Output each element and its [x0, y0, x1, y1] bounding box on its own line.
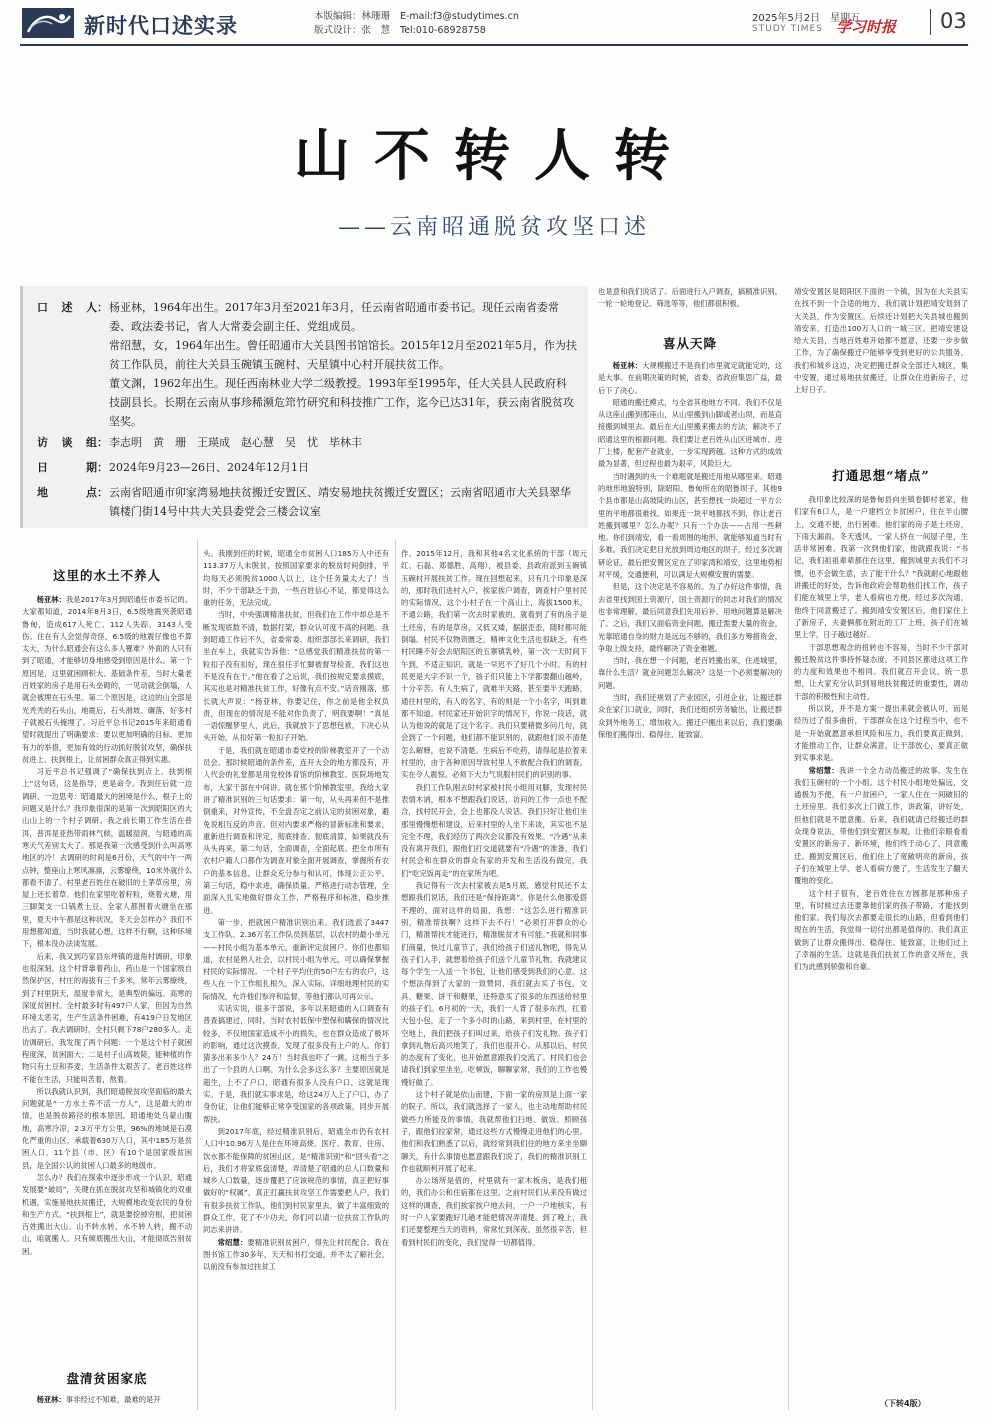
- paragraph: 后来，我又到巧家县东坪镇的道角村调研，印象也很深刻。这个村背靠着药山，药山是一个国家级自然保护区，村庄的海拔有三千多米，常年云雾缭绕，到了村里阴天，湿度非常大，是典型的偏远、高寒的深度贫困村。全村最多时有497户人家，但因为自然环境太恶劣，生产生活条件困难，有419户日发地区出去了。我去调研时，全村只剩下78户280多人。走访调研后，我发现了两个问题：一个是这个村子就困程度深，贫困面大；二是村子山高坡陡，能种植的作物只有土豆和荞麦，生活条件太艰苦了。老百姓这样不能在生活，只能叫苦着，熬着。: [22, 951, 192, 1084]
- brand-logo: 学习时报: [836, 18, 897, 36]
- designer-line: 版式设计：张 慧: [314, 25, 391, 36]
- editor-line: 本版编辑：林珊珊: [314, 11, 391, 22]
- speakers-label: 口述人: [37, 301, 97, 314]
- tel-line: Tel:010-68928758: [400, 25, 486, 36]
- section-heading: 盘清贫困家底: [66, 1371, 148, 1386]
- article-subtitle: ——云南昭通脱贫攻坚口述: [337, 215, 650, 240]
- paragraph: 大规模搬迁不是我们市里就定就能定的，这是大事。在前期决策的时候，省委、省政府集思广益，最后下了决心。: [598, 361, 782, 395]
- paragraph: 实话实说，很多干部说，多年以来昭通的入口调查有普查搞建过，同时，当时农村低保中塑保和瞒保的情况比较多，不仅地国家造成不小的损失，也在群众造成了极坏的影响，通过这次摸查，发现了很多没有上户的人。你们猜多出来多少人？24万！当时我也吓了一跳，这相当于多出了一个县的人口啊。为什么会多这么多？主要原因就是超生，上不了户口，昭通有很多人没有户口，这就是现实。于是，我们就实事求是，给这24万人上了户口，办了身份证，让他们能够正常享受国家的各项政策，同步开展帮扶。: [203, 1003, 389, 1124]
- paragraph: 事非经过不知难，最难的是开: [65, 1395, 161, 1404]
- paragraph: 也是意和我们说话了。后面进行入户调查，搞精准识别，一轮一轮地登记、筛选等等，他们都很积极。: [598, 287, 782, 309]
- paragraph: 干部思想观念的扭转也不容易，当时不少干部对搬迁脱贫这件事持怀疑态度，不同县区都进这项工作的力度和效果也不相同。我们就召开会议，统一思想，让大家充分认识到易地扶贫搬迁的重要性，调动干部的积极性和主动性。: [794, 642, 968, 701]
- column-divider: [592, 540, 593, 1410]
- section-heading: 打通思想“堵点”: [832, 468, 930, 483]
- article-column-1: [22, 594, 192, 1358]
- column-divider: [395, 540, 396, 1410]
- interview-label: 访谈组: [37, 436, 97, 449]
- page-header: [0, 0, 988, 46]
- editor-info: [314, 10, 390, 38]
- interview-places: 云南省昭通市卯家湾易地扶贫搬迁安置区、靖安易地扶贫搬迁安置区；云南省昭通市大关县翠华镇楼门街14号中共大关县委党会三楼会议室: [109, 486, 571, 518]
- paragraph: 怎么办？我们在探索中逐步形成一个认识，昭通发展要“破局”，关键在抓在脱贫攻坚和城镇化的双重机遇，实施易地扶贫搬迁，大规模地改变农民的身份和生产方式。“扶到根上”，就是要挖掉穷根，把贫困百姓搬出大山。山不转水转，水不转人转，搬不动山，咱就搬人。只有倾底搬出大山，才能彻底告别贫困。: [22, 1172, 192, 1256]
- paragraph: 于是，我们就在昭通市委党校的阶梯教室开了一个动员会。那时候昭通的条件差，连开大会的地方都没有，开人代会的礼堂都是用党校体育馆的阶梯教室。医院场地发布，大家干部在中间讲。就在那个阶梯教室里，我给大家讲了精准识别的三句话要求：第一句，从头再来但不是推倒重来，对外宣传，不全盘否定之前认定的贫困对象，避免说相互反的声音。但对内要求严格的冒新标准和要求，重新进行调查和评定，彻底排查、彻底清算，如果就没有从头再来，第二句话，全面调查，全面起底。把全市所有农村户籍人口都作为调查对象全面开展调查，掌握所有农户的基本信息。让群众充分参与和认可，体现公正公平。第三句话，稳中求进，确保质量。严格进行动态管理，全面深入扎实地做好群众工作，严格程序和标准，稳步推进。: [203, 745, 389, 915]
- paragraph: 习近平总书记强调了“确保扶到点上、扶到根上”这句话，这是指导，更是命令。我到任后就一边调研、一边思考：昭通最大的困境是什么，根子上的问题又是什么？我印象很深的是第一次到昭阳区的大山山上的一个村子调研。我之前长期工作生活在普洱，普洱是亚热带雨林气候，温暖湿润，与昭通的高寒天气差别太大了。那是我第一次感受到什么叫高寒地区的冷！去调研的时间是6月份，天气的中午一两点钟，整座山上寒风凛凛，云雾缭绕，10米外就什么都看不清了。村里老百姓住在破旧的土茅草房里，房屋上还长着草。他们在家里吃着籽粒，烧着火塘，用三脚架支一口锅煮土豆。全家人都围着火塘坐在那里，夏天中午都是这种状况，冬天会怎样办？我们不用想都知道，当时我就心想，这样不行啊，这种环境下，根本没办法谈发展。: [22, 767, 192, 949]
- article-column-4: [598, 360, 782, 1410]
- paragraph: 我们工作队刚去时村家被村民小组用对脚，发现村民表情木讷，根本不想跟我们说话，访问的工作一点也不配合，找村民开会，会上也都没人说话。我们只好让他们坐那里慢慢想和建设，后来村里的人坐下来谈，其实也不是完全不理，我们经历了两次会议都没有效果。“冷遇”从来没有离开我们，跟他们打交道就要有“冷遇”的准备，我们村民会和在群众的群众有家的开发和生活没有做完，我们“吃完饭再走”的在家所为吧。: [401, 782, 587, 878]
- paragraph: 我讲一个全力动员搬迁的故事。发生在我们玉碗村的一个小组。这个村民小组地处偏远，交通极为不便，有一户贫困户，一家人住在一间破旧的土坯房里。我们多次上门做工作，讲政策，讲好处，但他们就是不愿意搬。后来，我们就请已经搬迁的群众现身说法，带他们到安置区参观，让他们亲眼看看安置区的新房子、新环境，他们终于动心了，同意搬迁。搬到安置区后，他们住上了宽敞明亮的新房，孩子们在城里上学，老人看病方便了，生活发生了翻天覆地的变化。: [794, 765, 968, 886]
- article-column-5: [794, 494, 968, 1394]
- issue-date: 2025年5月2日 星期五: [752, 13, 861, 24]
- paragraph: 我印象比较深的是鲁甸县向坐镇卷脚村老家，他们家有6口人，是一户建档立卡贫困户，住在半山腰上，交通不便，出行困难。他们家的房子是土坯房，下雨天漏雨，冬天透风，一家人挤在一间屋子里，生活非常困难。我第一次到他们家，他就跟我说：“书记，我们祖祖辈辈都住在这里，搬到城里去我们不习惯，也不会做生意，去了能干什么？”我就耐心地跟他讲搬迁的好处，告诉他政府会帮助他们找工作，孩子们能在城里上学，老人看病也方便。经过多次沟通，他终于同意搬迁了。搬到靖安安置区后，他们家住上了新房子，夫妻俩都在附近的工厂上班，孩子们在城里上学，日子越过越好。: [794, 495, 968, 640]
- speaker-bio: 常绍慧，女，1964年出生。曾任昭通市大关县图书馆馆长。2015年12月至2021年5月，作为扶贫工作队员，前往大关县玉碗镇玉碗村、天星镇中心村开展扶贫工作。: [109, 339, 577, 371]
- paragraph: 作。2015年12月，我和其他4名文化系统的干部（周元红、石磊、郑德胜、高翔），被县委、县政府派到玉碗镇玉碗村开展扶贫工作。现在回想起来，只有几个印象是深的，那时我们进村入户，挨家挨户调查，调查村户里村民的实际情况，这个小村子在一个高山上，海拔1500米，不通公路，我们第一次去时家被的，就看到了有的房子是土坯房，有的是草房，又低又矮，据据歪歪，随时都可能倒塌。村民不仅物资匮乏，精神文化生活也很缺乏，有些村民睡不好会去昭阳区的五寨镇乳岭，第一次一天时间下午到，不适正知识，就是一早迟不了好几个小时。有的村民更是大字不识一个，孩子们只能上下学都要翻山越岭，十分辛苦。有人生病了，就难半天路，甚至要半天跑路，通往村里的，有人的名字、有的则是一个小名字，叫到谁都不知道。村民家还开始识字的情况下，你说一段话，就认为他说的就是了这个名字。我们只要稍微多问几句，就会到了一个问题，他们都不能识别的，就跟他们说不清楚怎么解释，也说不清楚。生病后不吃药，请得起是拉着来村里的，由于各种原因导致村里人不敢配合我们的调查，实在令人震惊。必须下大力气说服村民们的识别的事。: [401, 549, 587, 780]
- column-divider: [197, 540, 198, 1410]
- article-column-1-tail: [22, 1394, 192, 1408]
- speakers-list: [109, 298, 577, 431]
- paragraph: 当时，中央强调精准扶贫，但我们在工作中却总是不断发现底数不清，数据打架，群众认可度不高的问题。我到昭通工作后不久，省委常委、组织部部长来调研，我们坐在车上，我就实告诉他：“总感觉我们精准扶贫的第一粒扣子没有扣好，现在很任手忙脚被督导检查，我们这也不是没有在干。”他在看了之后说，我们按规定要求摸底，其实也是对精准扶贫工作，好像有点不安。”话音刚落，那长就大声说：“杨亚林，你要记住，你之前是他全权负责，但现在的情况是不能对你负责了，明我要啊！”真是一语惊醒梦里人，此后，我就放下了思想包袱，下决心从头开始，从扣好第一粒扣子开始。: [203, 610, 389, 743]
- paragraph: 所以说，并不是方案一提出来就会被认可，而是经历过了很多曲折，干部群众在这个过程当中，也不是一开始就愿意承担风险和压力，我们要真正做到，才能推动工作，让群众满意，让干部放心，要真正做到实事求是。: [794, 704, 968, 763]
- place-label: 地点: [37, 486, 97, 499]
- paragraph: 第一步，把就困户精准识别出来。我们选派了3447支工作队、2.36万名工作队员到基层，以农村的最小单元——村民小组为基本单元，重新评定贫困户。你们也都知道，农村是熟人社会，以村民小组为单元，可以确保掌握村民的实际情况。一个村子平均住的50户左右的农户，这些人在一个工作组扎根久，深入实际，详细地理村民的实际情况，允许他们参评和监督，等他们都认可再公示。: [203, 917, 389, 1001]
- column-title: 新时代口述实录: [84, 13, 238, 38]
- speaker-bio: 杨亚林，1964年出生。2017年3月至2021年3月，任云南省昭通市委书记。现任云南省委常委、政法委书记，省人大常委会副主任、党组成员。: [109, 301, 559, 333]
- paragraph: 我记得有一次去村家被去是5月底，感觉村民还不太想跟我们说话，我们还是“保持距离”。你是什么他都爱搭不理的，面对这样的局面，我想：“这怎么进行精准识别，精准帮扶啊？这样下去不行！”必须打开群众的心门，精准帮扶才能进行，精准脱贫才有可能。”我就和同事们商量，快过儿童节了，我们给孩子们送礼物吧，得先从孩子们入手，就想着给孩子们送个儿童节礼物。我就建议每个学生一人送一个书包，让他们感受到我们的心意。这个想法得到了大家的一致赞同，我们就去买了书包，文具、糖果、饼干和糖果，还特意买了很多的东西送给村里的孩子们。6月初的一天，我们一人背了很多东西，扛着大包小包，走了一个多小时的山路，来到村里，在村里的空地上，我们把孩子们叫过来，给孩子们发礼物。孩子们拿到礼物后高兴地笑了，我们也很开心。从那以后，村民的态度有了变化，也开始愿意跟我们交流了。村民们也会请我们到家里坐坐，吃顿饭，聊聊家常，我们的工作也慢慢好做了。: [401, 881, 587, 1087]
- article-column-5-top: [794, 286, 968, 454]
- paragraph: 当时遇到的头一个难题就是搬迁用地从哪里来。昭通的地形地貌特别，除昭阳、鲁甸所在的昭鲁坝子，其他9个县市都是山高坡陡的山区，甚至想找一块超过一平方公里的平地都很难找。如果连一块平地都找不到，你让老百姓搬到哪里？怎么办呢？只有一个办法——占用一些耕地。你们到靖安，看一看周围的地形，就能够知道当时有多难。我们决定把目光放到周边地区的坝子，经过多次调研论证，最后把安置区定在了卯家湾和靖安，这里地势相对平缓，交通便利，可以满足大规模安置的需要。: [598, 471, 782, 580]
- continued-note: （下转4版）: [880, 1399, 926, 1408]
- english-masthead: STUDY TIMES: [752, 24, 823, 34]
- date-label: 日期: [37, 461, 97, 474]
- interview-team: 李志明 黄 珊 王瑛成 赵心慧 吴 忧 毕林丰: [109, 436, 362, 449]
- section-heading: 喜从天降: [662, 336, 717, 351]
- column-divider: [788, 540, 789, 1410]
- paragraph: 所以我就认识到，我们昭通脱贫攻坚面临的最大问题就是“一方水土养不活一方人”，这是最大的市情，也是脱贫路径的根本原因。昭通地处乌蒙山腹地，高寒冷凉，2.3万平方公里，96%的地域是石漠化严重的山区，承载着630万人口，其中185万是贫困人口，11个县（市、区）有10个是国家级贫困县，是全国公认的贫困人口最多的地级市。: [22, 1086, 192, 1170]
- label-colon: ：: [97, 461, 108, 474]
- article-column-3: [401, 548, 587, 1410]
- speaker-name: 杨亚林：: [36, 1395, 66, 1404]
- speaker-bio: 董文渊，1962年出生。现任西南林业大学二级教授。1993年至1995年，任大关县人民政府科技副县长。长期在云南从事珍稀濒危筇竹研究和科技推广工作，迄今已达31年，获云南省脱贫攻坚奖。: [109, 377, 574, 428]
- paragraph: 这个村子很有，老百姓住在方圆都是那种房子里，有时候过去还要靠他们家的孩子带路，才能找到他们家。我们每次去都要走很长的山路，但看到他们现在的生活，我觉得一切付出都是值得的。我们真正做到了让群众搬得出、稳得住、能致富，让他们过上了幸福的生活。这就是我们扶贫工作的意义所在，我们为此感到骄傲和自豪。: [794, 888, 968, 972]
- paragraph: 靖安安置区是昭阳区下面的一个镇，因为在大关县实在找不到一个合适的地方，我们就计划把靖安划到了大关县，作为安置区。后续还计划把大关县城也搬到靖安来，打造出100万人口的一城三区。把靖安建设给大关县，当地百姓难开始都不愿意，还要一步步做工作，为了确保搬迁户能够享受到更好的公共服务，我们和城乡这边，决定把搬迁群众全部迁入城区，集中安置，通过易地扶贫搬迁，让群众住进新房子，过上好日子。: [794, 287, 968, 395]
- paragraph: 我是2017年3月到昭通任市委书记的。大家都知道，2014年8月3日，6.5级地震突袭昭通鲁甸，造成617人死亡、112人失踪、3143人受伤。住在有人会觉得奇怪，6.5级的地震仔像也不算太大，为什么昭通会有这么多人罹难？外面的人只有到了昭通，才能够切身地感受到原因是什么。第一个原因是，这里就困顾积大、基础条件差，当时大量老百姓家的房子是用石头垒砌的，一见动就会倒塌，人就会被埋在石头里。第二个原因是，这边的山全部是光秃秃的石头山，地震后，石头滑坡、碾落，好多村子就被石头掩埋了。习近平总书记2015年来昭通看望时就提出了明确要求：要以更加明确的目标、更加有力的举措，更加有效的行动抓好脱贫攻坚，确保扶贫进上、扶到根上，让贫困群众真正得到实惠。: [22, 595, 192, 764]
- article-column-4-top: [598, 286, 782, 328]
- speaker-name: 杨亚林：: [612, 361, 643, 370]
- article-headline: 山不转人转: [294, 123, 694, 189]
- paragraph: 但是，这个决定是不容易的。为了办好这件事情，我去省里找到国土资源厅，国土资源厅的同志对我们的情况也非常理解，最后同意我们先用后补，用地问题算是解决了。之后，我们又面临资金问题，搬迁需要大量的资金，光靠昭通自身的财力是远远不够的，我们多方筹措资金，争取上级支持，最终解决了资金难题。: [598, 582, 782, 653]
- label-colon: ：: [97, 301, 108, 314]
- paragraph: 办公场所是借的，村里就有一家木板房，是我们租的，我们办公和住宿都在这里。之前村民们从来没有做过这样的调查，我们挨家挨户地去问，一户一户地核实，有时一户人家要跑好几趟才能把情况弄清楚。到了晚上，我们还要整理当天的资料，常常忙到深夜。虽然很辛苦，但看到村民们的变化，我们觉得一切都值得。: [401, 1176, 587, 1247]
- paragraph: 要精准识别贫困户，得先让村民配合。我在图书馆工作30多年，天天和书打交道，并不太了解社会，以前没有参加过扶贫工: [203, 1237, 389, 1272]
- speaker-name: 常绍慧：: [808, 765, 840, 775]
- label-colon: ：: [97, 436, 108, 449]
- speaker-name: 杨亚林：: [36, 595, 66, 604]
- section-heading: 这里的水土不养人: [52, 568, 161, 583]
- section-logo-icon: [22, 8, 74, 38]
- label-colon: ：: [97, 486, 108, 499]
- article-column-2: [203, 548, 389, 1410]
- paragraph: 昭通的搬迁模式，与全省其他地方不同。我们不仅是从这座山搬到那座山，从山里搬到山脚或者山坝，而是直接搬到城里去。最后在大山里搬来搬去的方法，解决不了昭通这里的根源问题。我们要让老百姓从山区进城市、进厂上楼，配套产业就业，一步实现跨越。这种方式的成效最为显著，但过程也最为艰辛，风险巨大。: [598, 397, 782, 469]
- paragraph: 当时，我们还规划了产业园区，引进企业，让搬迁群众在家门口就业，同时，我们还组织劳务输出，让搬迁群众到外地务工，增加收入。搬迁户搬出来以后，我们要确保他们搬得出、稳得住、能致富。: [598, 693, 782, 739]
- page-number: 03: [940, 9, 967, 33]
- interview-dates: 2024年9月23—26日、2024年12月1日: [109, 461, 309, 474]
- header-rule: [20, 44, 968, 46]
- paragraph: 到2017年底，经过精准识别后，昭通全市仍有农村人口中10.96万人是住在环境高烧、医疗、教育、住房、饮水都不能保障的贫困山区，是“精准识别”和“回头看”之后，我们才将家底盘清楚，弄清楚了昭通的总人口数量和城乡人口数量，逐步覆把了应该规范的事情，真正把好事做好的“权属”，真正打赢扶贫攻坚工作需要把人户，我们有很多扶贫工作队，他们到村民家里去，做了丰富细致的群众工作，花了不少功夫，你们可以请一位扶贫工作队的同志来讲讲。: [203, 1126, 389, 1235]
- email-link[interactable]: E-mail:f3@studytimes.cn: [400, 11, 519, 22]
- speaker-name: 常绍慧：: [217, 1237, 248, 1247]
- interview-info-box: [20, 286, 588, 528]
- paragraph: 这个村子就是依山而建，下面一家的房顶是上面一家的院子。所以，我们就选择了一家人，也主动地帮助村民做些力所能及的事情，我就帮他们扫地、做饭、照顾孩子，跟他们拉家常，通过这些方式慢慢走进他们的心里。他们和我们熟悉了以后，就经常到我们住的地方来坐坐聊聊天，有什么事情也愿意跟我们说了，我们的精准识别工作也就顺利开展了起来。: [401, 1090, 587, 1173]
- contact-info: [400, 10, 519, 38]
- header-divider: [930, 9, 931, 35]
- paragraph: 当时，我在想一个问题，老百姓搬出来，住进城里，靠什么生活？就业问题怎么解决？这是一个必须要解决的问题。: [598, 656, 782, 690]
- paragraph: 头。我刚到任的时候，昭通全市贫困人口185万人中还有113.37万人未脱贫，按照国家要求的脱贫时间倒排，平均每天必须脱贫1000人以上，这个任务量太大了！当时，不少干部缺乏干劲，一些百姓信心不足，都觉得这么重的任务，无法完成。: [203, 549, 389, 608]
